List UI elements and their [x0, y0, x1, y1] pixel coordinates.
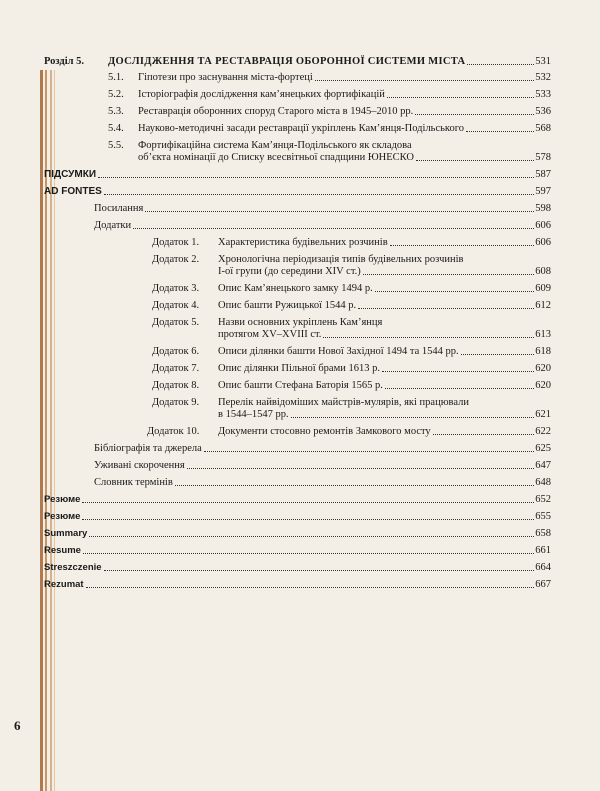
page-ref: 661: [535, 545, 551, 556]
toc-entry[interactable]: [218, 409, 551, 421]
toc-entry[interactable]: [138, 89, 551, 101]
toc-entry-bibliography[interactable]: [94, 443, 551, 455]
dot-leader: [82, 501, 534, 503]
toc-entry[interactable]: [218, 300, 551, 312]
toc-entry[interactable]: [218, 363, 551, 375]
dot-leader: [104, 569, 535, 571]
entry-title: Резюме: [44, 494, 81, 505]
toc-entry[interactable]: [138, 106, 551, 118]
item-number: 5.5.: [108, 140, 124, 151]
page-ref: 664: [535, 562, 551, 573]
page-number: 6: [14, 718, 21, 733]
entry-title: Характеристика будівельних розчинів: [218, 237, 388, 248]
page-ref: 609: [535, 283, 551, 294]
toc-entry-resume-fr[interactable]: [44, 545, 551, 557]
page-ref: 667: [535, 579, 551, 590]
section-title: ДОСЛІДЖЕННЯ ТА РЕСТАВРАЦІЯ ОБОРОННОЇ СИСТЕМИ МІСТА: [108, 56, 466, 67]
entry-title: Summary: [44, 528, 88, 539]
appendix-number: Додаток 1.: [152, 237, 200, 248]
entry-title: Додатки: [94, 220, 132, 231]
toc-entry[interactable]: [218, 346, 551, 358]
page-ref: 532: [535, 72, 551, 83]
toc-entry[interactable]: [218, 329, 551, 341]
entry-title-line2: об’єкта номінації до Списку всесвітньої спадщини ЮНЕСКО: [138, 152, 414, 163]
entry-title: Rezumat: [44, 579, 84, 590]
page-ref: 647: [535, 460, 551, 471]
dot-leader: [323, 336, 534, 338]
dot-leader: [83, 552, 534, 554]
entry-title: Посилання: [94, 203, 144, 214]
page-ref: 621: [535, 409, 551, 420]
toc-entry-rezumat[interactable]: [44, 579, 551, 591]
dot-leader: [363, 273, 534, 275]
toc-entry-resume[interactable]: [44, 511, 551, 523]
toc-entry-references[interactable]: [94, 203, 551, 215]
entry-title: Бібліографія та джерела: [94, 443, 202, 454]
dot-leader: [204, 450, 534, 452]
page-ref: 608: [535, 266, 551, 277]
toc-entry[interactable]: [138, 123, 551, 135]
page-ref: 606: [535, 220, 551, 231]
dot-leader: [315, 79, 534, 81]
dot-leader: [86, 586, 535, 588]
entry-title: ПІДСУМКИ: [44, 169, 97, 180]
toc-entry-adfontes[interactable]: [44, 186, 551, 198]
toc-entry-summary-en[interactable]: [44, 528, 551, 540]
entry-title: Резюме: [44, 511, 81, 522]
dot-leader: [82, 518, 534, 520]
page-ref: 620: [535, 363, 551, 374]
entry-title: Словник термінів: [94, 477, 173, 488]
dot-leader: [358, 307, 534, 309]
item-number: 5.2.: [108, 89, 124, 100]
item-number: 5.1.: [108, 72, 124, 83]
entry-title-line1: Перелік найвідоміших майстрів-мулярів, які працювали: [218, 397, 469, 408]
dot-leader: [291, 416, 535, 418]
appendix-number: Додаток 10.: [147, 426, 200, 437]
appendix-number: Додаток 8.: [152, 380, 200, 391]
toc-entry-glossary[interactable]: [94, 477, 551, 489]
page-ref: 597: [535, 186, 551, 197]
toc-entry-summary[interactable]: [44, 169, 551, 181]
dot-leader: [433, 433, 535, 435]
entry-title-line1: Фортифікаційна система Кам’янця-Подільського як складова: [138, 140, 412, 151]
decorative-bar: [40, 70, 43, 791]
entry-title: Опис башти Ружицької 1544 р.: [218, 300, 357, 311]
appendix-number: Додаток 4.: [152, 300, 200, 311]
dot-leader: [98, 176, 534, 178]
page-ref: 652: [535, 494, 551, 505]
page-ref: 531: [535, 56, 551, 67]
entry-title: Опис ділянки Пільної брами 1613 р.: [218, 363, 380, 374]
page-ref: 618: [535, 346, 551, 357]
item-number: 5.3.: [108, 106, 124, 117]
entry-title: Науково-методичні засади реставрації укріплень Кам’янця-Подільського: [138, 123, 465, 134]
appendix-number: Додаток 2.: [152, 254, 200, 265]
page-ref: 606: [535, 237, 551, 248]
page-ref: 578: [535, 152, 551, 163]
page-ref: 613: [535, 329, 551, 340]
dot-leader: [187, 467, 535, 469]
entry-title: Resume: [44, 545, 81, 556]
page-ref: 622: [535, 426, 551, 437]
page-ref: 536: [535, 106, 551, 117]
dot-leader: [104, 193, 534, 195]
entry-title: Документи стосовно ремонтів Замкового мосту: [218, 426, 431, 437]
entry-title: AD FONTES: [44, 186, 102, 197]
toc-entry[interactable]: [138, 152, 551, 164]
page-ref: 612: [535, 300, 551, 311]
toc-entry-streszczenie[interactable]: [44, 562, 551, 574]
dot-leader: [133, 227, 534, 229]
entry-title: Історіографія дослідження кам’янецьких фортифікацій: [138, 89, 385, 100]
toc-entry[interactable]: [138, 72, 551, 84]
page-ref: 533: [535, 89, 551, 100]
appendix-number: Додаток 7.: [152, 363, 200, 374]
dot-leader: [387, 96, 534, 98]
appendix-number: Додаток 3.: [152, 283, 200, 294]
appendix-number: Додаток 5.: [152, 317, 200, 328]
toc-entry[interactable]: [218, 266, 551, 278]
entry-title: Реставрація оборонних споруд Старого міста в 1945–2010 рр.: [138, 106, 414, 117]
dot-leader: [416, 159, 534, 161]
entry-title-line1: Назви основних укріплень Кам’янця: [218, 317, 383, 328]
page-ref: 655: [535, 511, 551, 522]
toc-entry-appendices[interactable]: [94, 220, 551, 232]
item-number: 5.4.: [108, 123, 124, 134]
entry-title-line2: І-ої групи (до середини XIV ст.): [218, 266, 361, 277]
toc-entry-resume[interactable]: [44, 494, 551, 506]
page-ref: 587: [535, 169, 551, 180]
dot-leader: [175, 484, 534, 486]
entry-title: Streszczenie: [44, 562, 102, 573]
entry-title: Опис башти Стефана Баторія 1565 р.: [218, 380, 383, 391]
entry-title: Опис Кам’янецького замку 1494 р.: [218, 283, 373, 294]
entry-title: Описи ділянки башти Нової Західної 1494 та 1544 рр.: [218, 346, 459, 357]
toc-entry[interactable]: [218, 237, 551, 249]
dot-leader: [461, 353, 535, 355]
section-label: Розділ 5.: [44, 56, 85, 67]
appendix-number: Додаток 9.: [152, 397, 200, 408]
dot-leader: [89, 535, 534, 537]
entry-title-line2: протягом XV–XVIII ст.: [218, 329, 322, 340]
toc-entry[interactable]: [218, 283, 551, 295]
toc-entry[interactable]: [218, 380, 551, 392]
entry-title: Уживані скорочення: [94, 460, 185, 471]
dot-leader: [466, 130, 534, 132]
dot-leader: [415, 113, 534, 115]
toc-entry-section5[interactable]: [108, 56, 551, 68]
page-ref: 598: [535, 203, 551, 214]
page-ref: 620: [535, 380, 551, 391]
entry-title-line2: в 1544–1547 рр.: [218, 409, 289, 420]
dot-leader: [145, 210, 534, 212]
dot-leader: [390, 244, 535, 246]
dot-leader: [375, 290, 534, 292]
dot-leader: [467, 63, 534, 65]
toc-entry[interactable]: [218, 426, 551, 438]
page-ref: 625: [535, 443, 551, 454]
toc-entry-abbreviations[interactable]: [94, 460, 551, 472]
page-ref: 658: [535, 528, 551, 539]
appendix-number: Додаток 6.: [152, 346, 200, 357]
dot-leader: [382, 370, 534, 372]
dot-leader: [385, 387, 534, 389]
page-ref: 568: [535, 123, 551, 134]
entry-title-line1: Хронологічна періодизація типів будівельних розчинів: [218, 254, 464, 265]
page-ref: 648: [535, 477, 551, 488]
entry-title: Гіпотези про заснування міста-фортеці: [138, 72, 313, 83]
